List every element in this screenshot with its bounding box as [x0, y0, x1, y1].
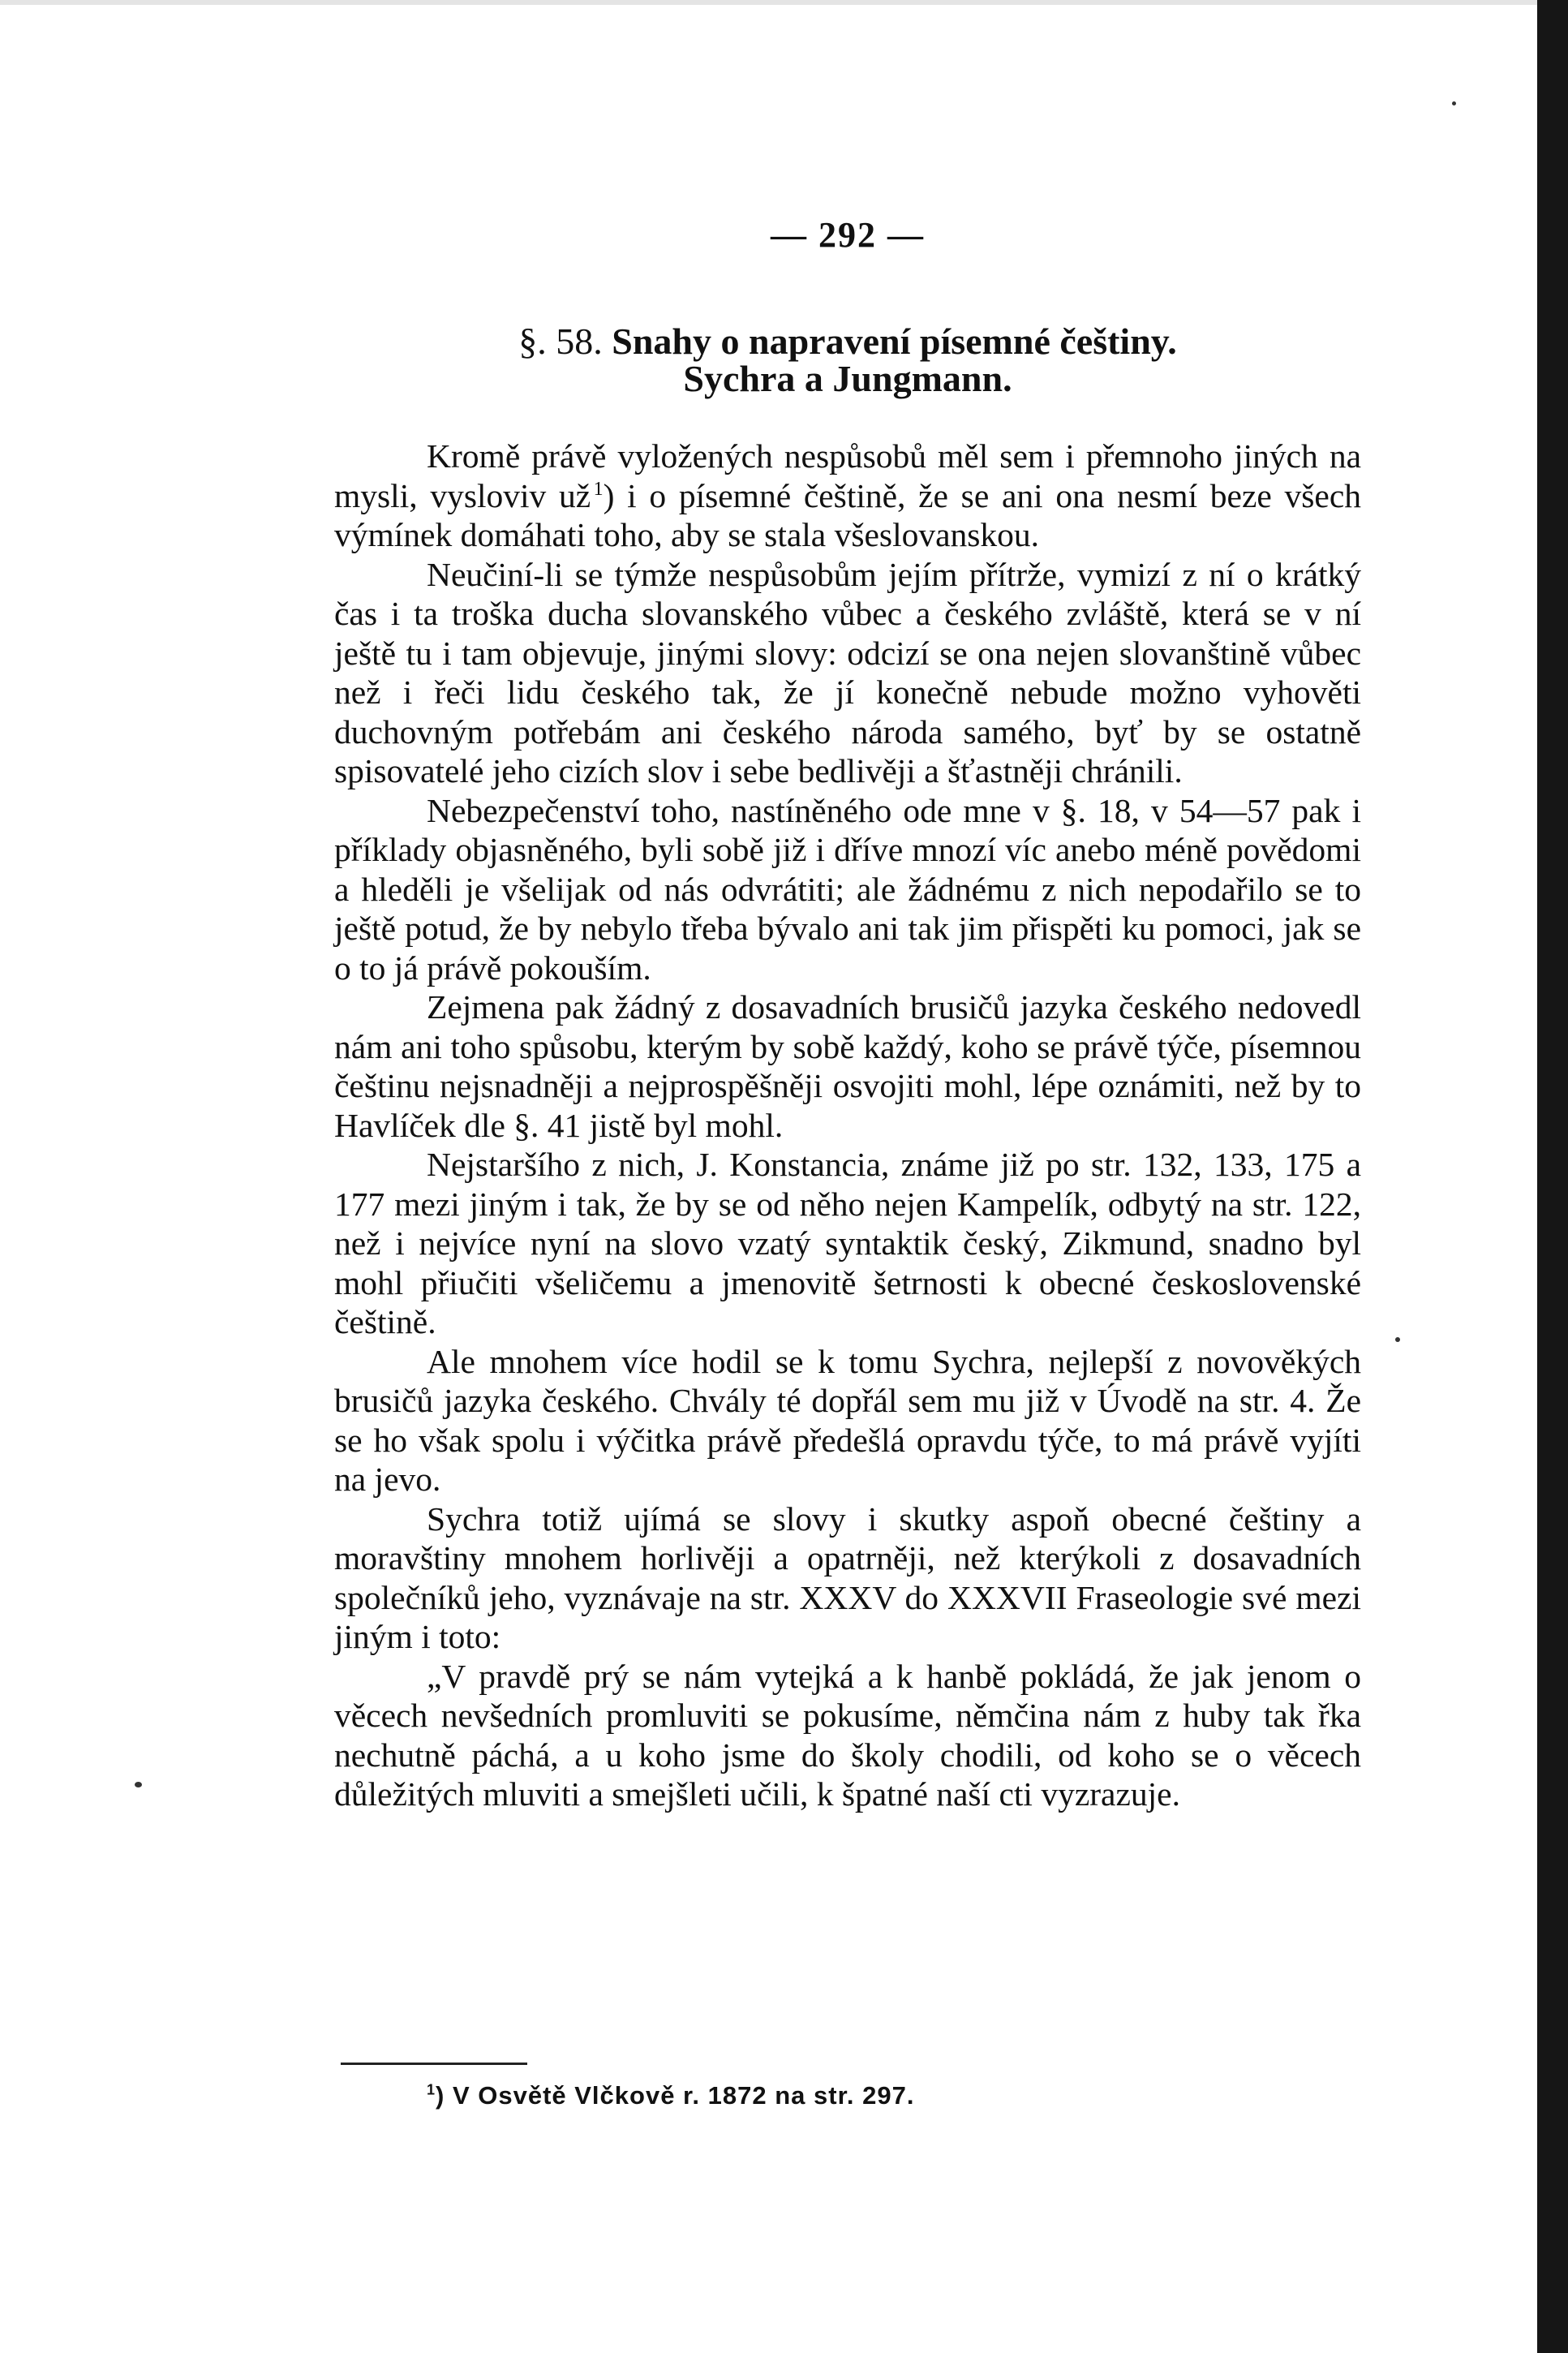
paragraph: Zejmena pak žádný z dosavadních brusičů jazyka českého nedovedl nám ani toho spůsobu, kterým by sobě každý, koho se právě týče, písemnou češtinu nejsnadněji a nejprospěšněji osvojiti mohl, lépe oznámiti, než by to Havlíček dle §. 41 jistě byl mohl. [334, 988, 1361, 1144]
heading-title: Snahy o napravení písemné češtiny. [612, 320, 1177, 362]
heading-line-1 [334, 320, 1361, 362]
page-number: — 292 — [771, 215, 925, 255]
body-text [334, 437, 1361, 1814]
page-content [334, 0, 1361, 2353]
scan-speck [135, 1782, 142, 1787]
paragraph: „V pravdě prý se nám vytejká a k hanbě pokládá, že jak jenom o věcech nevšedních promluviti se pokusíme, němčina nám z huby tak řka nechutně páchá, a u koho jsme do školy chodili, od koho se o věcech důležitých mluviti a smejšleti učili, k špatné naší cti vyzrazuje. [334, 1657, 1361, 1813]
paragraph: Neučiní-li se týmže nespůsobům jejím přítrže, vymizí z ní o krátký čas i ta troška ducha slovanského vůbec a českého zvláště, která se v ní ještě tu i tam objevuje, jinými slovy: odcizí se ona nejen slovanštině vůbec než i řeči lidu českého tak, že jí konečně nebude možno vyhověti duchovným potřebám ani českého národa samého, byť by se ostatně spisovatelé jeho cizích slov i sebe bedlivěji a šťastněji chránili. [334, 555, 1361, 789]
footnote-divider [341, 2063, 527, 2065]
scan-speck [1452, 101, 1456, 105]
paragraph: Sychra totiž ujímá se slovy i skutky aspoň obecné češtiny a moravštiny mnohem horlivěji a opatrněji, než kterýkoli z dosavadních společníků jeho, vyznávaje na str. XXXV do XXXVII Fraseologie své mezi jiným i toto: [334, 1499, 1361, 1655]
scan-speck [1395, 1337, 1400, 1342]
footnote-reference: 1 [593, 478, 604, 500]
section-mark: §. 58. [518, 320, 603, 362]
paragraph: Ale mnohem více hodil se k tomu Sychra, nejlepší z novověkých brusičů jazyka českého. Chvály té dopřál sem mu již v Úvodě na str. 4. Že se ho však spolu i výčitka právě předešlá opravdu týče, to má právě vyjíti na jevo. [334, 1342, 1361, 1498]
footnote-mark: 1 [427, 2081, 436, 2098]
paragraph: Kromě právě vyložených nespůsobů měl sem i přemnoho jiných na mysli, vysloviv už $^1$) i o písemné češtině, že se ani ona nesmí beze všech výmínek domáhati toho, aby se stala všeslovanskou. [334, 437, 1361, 553]
paragraph: Nebezpečenství toho, nastíněného ode mne v §. 18, v 54—57 pak i příklady objasněného, byli sobě již i dříve mnozí víc anebo méně povědomi a hleděli je všelijak od nás odvrátiti; ale žádnému z nich nepodařilo se to ještě potud, že by nebylo třeba bývalo ani tak jim přispěti ku pomoci, jak se o to já právě pokouším. [334, 791, 1361, 987]
scan-right-edge [1537, 0, 1568, 2353]
footnote [427, 2081, 914, 2110]
paragraph: Nejstaršího z nich, J. Konstancia, známe již po str. 132, 133, 175 a 177 mezi jiným i tak, že by se od něho nejen Kampelík, odbytý na str. 122, než i nejvíce nyní na slovo vzatý syntaktik český, Zikmund, snadno byl mohl přiučiti všeličemu a jmenovitě šetrnosti k obecné československé češtině. [334, 1146, 1361, 1340]
heading-line-2: Sychra a Jungmann. [683, 358, 1012, 399]
footnote-text: ) V Osvětě Vlčkově r. 1872 na str. 297. [436, 2081, 915, 2110]
section-heading [334, 320, 1361, 399]
